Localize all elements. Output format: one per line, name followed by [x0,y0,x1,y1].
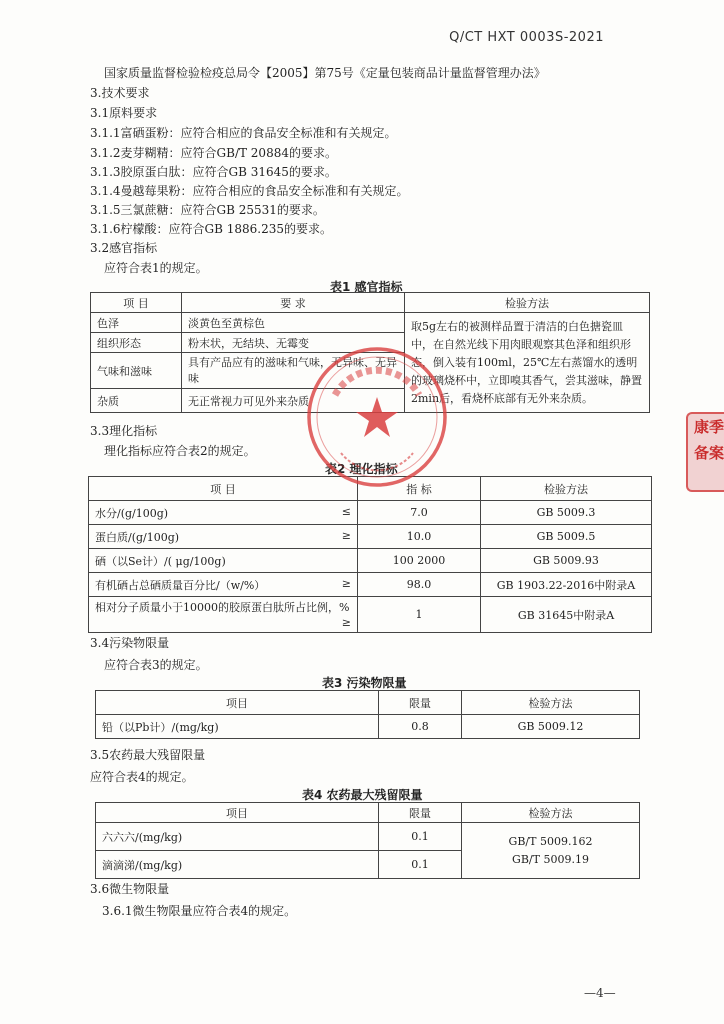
table-cell [89,549,358,573]
table4-caption: 表4 农药最大残留限量 [302,788,423,802]
table-cell: 10.0 [358,525,481,549]
table-cell [462,823,640,879]
text-line: 3.1.1富硒蛋粉：应符合相应的食品安全标准和有关规定。 [90,126,397,140]
section-heading: 3.4污染物限量 [90,636,170,650]
table-header: 限量 [379,803,462,823]
comparison-symbol: ≥ [341,528,351,542]
section-heading: 3.5农药最大残留限量 [90,748,206,762]
table1-caption: 表1 感官指标 [330,280,403,294]
table-header: 限量 [379,691,462,715]
table-cell [89,573,358,597]
table-cell: 滴滴涕/(mg/kg) [96,851,379,879]
table-cell: GB 5009.93 [481,549,652,573]
text-line: 3.1.2麦芽糊精：应符合GB/T 20884的要求。 [90,146,337,160]
section-heading: 3.2感官指标 [90,241,158,255]
table-cell: 淡黄色至黄棕色 [182,313,405,333]
text-line: 理化指标应符合表2的规定。 [104,444,256,458]
side-tab-text: 康季 [694,418,724,436]
document-code: Q/CT HXT 0003S-2021 [449,30,604,45]
table-cell: 0.8 [379,715,462,739]
comparison-symbol: ≥ [341,576,351,590]
table-cell: 粉末状，无结块、无霉变 [182,333,405,353]
table-cell: 具有产品应有的滋味和气味，无异味、无异味 [182,353,405,389]
table-cell: GB 31645中附录A [481,597,652,633]
table-cell [89,525,358,549]
text-line: 3.1.3胶原蛋白肽：应符合GB 31645的要求。 [90,165,337,179]
table-cell: 98.0 [358,573,481,597]
text-line: 应符合表1的规定。 [104,261,208,275]
table-cell: 气味和滋味 [91,353,182,389]
method-line: GB/T 5009.162 [508,834,593,848]
section-heading: 3.6微生物限量 [90,882,170,896]
table-cell: 色泽 [91,313,182,333]
table-row [89,549,652,573]
table-header: 项目 [96,691,379,715]
table3-contaminants [95,690,640,739]
table-row [91,313,650,333]
table-header: 检验方法 [405,293,650,313]
table-header: 项 目 [91,293,182,313]
text-line: 3.1.6柠檬酸：应符合GB 1886.235的要求。 [90,222,333,236]
table-cell [89,501,358,525]
table-row [89,573,652,597]
item-label: 蛋白质/(g/100g) [95,530,180,544]
item-label: 硒（以Se计）/( μg/100g) [95,554,226,568]
table-cell: 无正常视力可见外来杂质 [182,389,405,413]
comparison-symbol: ≥ [341,615,351,629]
text-line: 应符合表4的规定。 [90,770,194,784]
table-cell: 0.1 [379,851,462,879]
item-label: 相对分子质量小于10000的胶原蛋白肽所占比例，% [95,600,350,614]
table-cell [89,597,358,633]
table3-caption: 表3 污染物限量 [322,676,407,690]
table-row [89,597,652,633]
table-row [89,501,652,525]
section-heading: 3.3理化指标 [90,424,158,438]
table-header: 要 求 [182,293,405,313]
table-cell: 组织形态 [91,333,182,353]
table-row [96,823,640,851]
page-number: —4— [584,986,616,1000]
table-header: 项 目 [89,477,358,501]
table-cell: 铅（以Pb计）/(mg/kg) [96,715,379,739]
side-tab-text: 备案 [694,444,724,462]
table-cell: 六六六/(mg/kg) [96,823,379,851]
table-cell: GB 5009.5 [481,525,652,549]
table-cell: 0.1 [379,823,462,851]
text-line: 3.1.5三氯蔗糖：应符合GB 25531的要求。 [90,203,325,217]
section-heading: 3.1原料要求 [90,106,158,120]
table-cell: 7.0 [358,501,481,525]
table-row [89,525,652,549]
table2-caption: 表2 理化指标 [325,462,398,476]
side-tab [686,412,724,492]
table-header: 指 标 [358,477,481,501]
text-line: 3.1.4曼越莓果粉：应符合相应的食品安全标准和有关规定。 [90,184,409,198]
table-cell: 取5g左右的被测样品置于清洁的白色搪瓷皿中，在自然光线下用肉眼观察其色泽和组织形态，倒入装有100ml，25℃左右蒸馏水的透明的玻璃烧杯中，立即嗅其香气，尝其滋味，静置2min后，看烧杯底部有无外来杂质。 [405,313,650,413]
item-label: 水分/(g/100g) [95,506,169,520]
table2-physicochemical [88,476,652,633]
regulation-reference: 国家质量监督检验检疫总局令【2005】第75号《定量包装商品计量监督管理办法》 [104,66,546,80]
table4-pesticide [95,802,640,879]
method-line: GB/T 5009.19 [512,852,589,866]
table-cell: GB 1903.22-2016中附录A [481,573,652,597]
table-cell: 杂质 [91,389,182,413]
table-cell: 100 2000 [358,549,481,573]
text-line: 3.6.1微生物限量应符合表4的规定。 [102,904,297,918]
comparison-symbol: ≤ [341,504,351,518]
section-heading: 3.技术要求 [90,86,150,100]
table-cell: 1 [358,597,481,633]
official-seal-icon [305,345,450,490]
table-header: 检验方法 [481,477,652,501]
table-header: 项目 [96,803,379,823]
table-cell: GB 5009.12 [462,715,640,739]
text-line: 应符合表3的规定。 [104,658,208,672]
item-label: 有机硒占总硒质量百分比/（w/%） [95,578,266,592]
table-header: 检验方法 [462,691,640,715]
table-header: 检验方法 [462,803,640,823]
table-row [96,715,640,739]
table-cell: GB 5009.3 [481,501,652,525]
